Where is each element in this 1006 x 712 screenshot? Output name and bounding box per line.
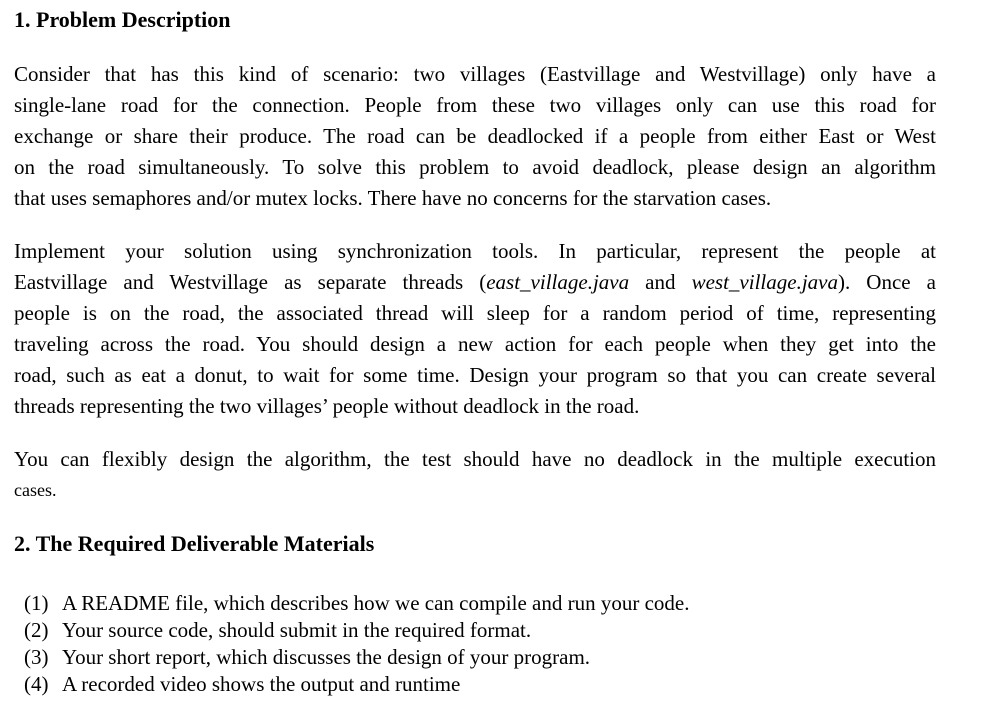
text-line [14, 267, 936, 298]
paragraph-implementation [14, 236, 936, 422]
list-item [24, 590, 690, 617]
text-line: exchange or share their produce. The road can be deadlocked if a people from either East or West [14, 124, 936, 148]
text-line: that uses semaphores and/or mutex locks. There have no concerns for the starvation cases. [14, 186, 772, 210]
list-item-text: Your short report, which discusses the design of your program. [62, 645, 591, 669]
text-line: people is on the road, the associated thread will sleep for a random period of time, representing [14, 301, 936, 325]
list-item [24, 644, 690, 671]
list-item-number: (3) [24, 645, 49, 669]
text-line: You can flexibly design the algorithm, the test should have no deadlock in the multiple execution [14, 447, 936, 471]
text-fragment: ). Once a [837, 270, 937, 294]
list-item [24, 617, 690, 644]
text-line: single-lane road for the connection. People from these two villages only can use this road for [14, 93, 936, 117]
list-item-number: (2) [24, 618, 49, 642]
list-item-number: (1) [24, 591, 49, 615]
list-item-text: A README file, which describes how we can compile and run your code. [62, 591, 690, 615]
list-item-text: A recorded video shows the output and runtime [62, 672, 461, 696]
text-line: Consider that has this kind of scenario: two villages (Eastvillage and Westvillage) only have a [14, 62, 936, 86]
paragraph-scenario [14, 59, 936, 214]
section-heading-problem-description: 1. Problem Description [14, 7, 231, 32]
text-line: Implement your solution using synchronization tools. In particular, represent the people at [14, 239, 936, 263]
filename-west-village: west_village.java [691, 270, 838, 294]
deliverables-list [24, 590, 690, 698]
text-fragment: Eastvillage and Westvillage as separate threads ( [14, 270, 487, 294]
list-item-number: (4) [24, 672, 49, 696]
list-item [24, 671, 690, 698]
text-line: road, such as eat a donut, to wait for some time. Design your program so that you can create several [14, 363, 936, 387]
filename-east-village: east_village.java [486, 270, 630, 294]
section-heading-deliverables: 2. The Required Deliverable Materials [14, 531, 375, 556]
text-line: cases. [14, 480, 57, 500]
paragraph-flexibility [14, 444, 936, 506]
text-line: traveling across the road. You should design a new action for each people when they get into the [14, 332, 936, 356]
text-line: on the road simultaneously. To solve this problem to avoid deadlock, please design an algorithm [14, 155, 936, 179]
text-fragment: and [629, 270, 692, 294]
list-item-text: Your source code, should submit in the required format. [62, 618, 532, 642]
text-line: threads representing the two villages’ people without deadlock in the road. [14, 394, 640, 418]
